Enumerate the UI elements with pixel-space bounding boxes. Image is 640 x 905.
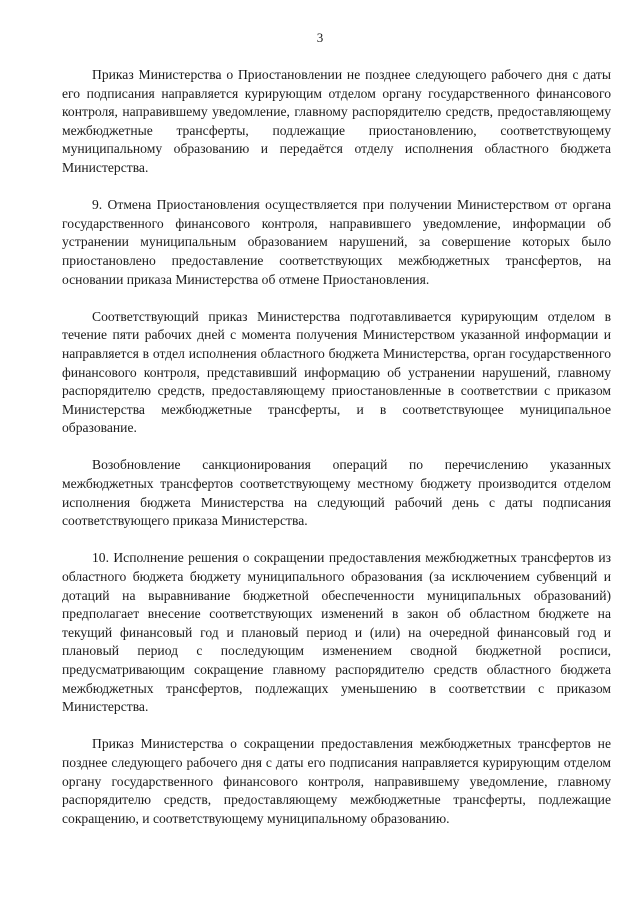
paragraph-order-preparation: Соответствующий приказ Министерства подготавливается курирующим отделом в течение пяти рабочих дней с момента получения Министерством указанной информации и направляется в отдел исполнения областного бюджета Министерства, орган государственного финансового контроля, представивший информацию об устранении нарушений, главному распорядителю средств, предоставляющему приостановленные в соответствии с приказом Министерства межбюджетные трансферты, и в соответствующее муниципальное образование. [62,308,611,436]
paragraph-spacer [62,289,611,308]
paragraph-spacer [62,531,611,550]
paragraph-spacer [62,438,611,457]
paragraph-spacer [62,178,611,197]
paragraph-resumption: Возобновление санкционирования операций по перечислению указанных межбюджетных трансфертов соответствующему местному бюджету производится отделом исполнения бюджета Министерства на следующий рабочий день с даты подписания соответствующего приказа Министерства. [62,457,611,529]
page-number: 3 [316,30,324,45]
paragraph-order-suspension: Приказ Министерства о Приостановлении не позднее следующего рабочего дня с даты его подписания направляется курирующим отделом органу государственного финансового контроля, направившему уведомление, главному распорядителю средств, предоставляющему межбюджетные трансферты, подлежащие приостановлению, соответствующему муниципальному образованию и передаётся отделу исполнения областного бюджета Министерства. [62,67,611,175]
paragraph-9-cancellation: 9. Отмена Приостановления осуществляется при получении Министерством от органа государственного финансового контроля, направившего уведомление, информации об устранении муниципальным образованием нарушений, за совершение которых было приостановлено предоставление соответствующих межбюджетных трансфертов, на основании приказа Министерства об отмене Приостановления. [62,197,611,287]
paragraph-reduction-order: Приказ Министерства о сокращении предоставления межбюджетных трансфертов не позднее следующего рабочего дня с даты его подписания направляется курирующим отделом органу государственного финансового контроля, направившему уведомление, главному распорядителю средств, предоставляющему межбюджетные трансферты, подлежащие сокращению, и соответствующему муниципальному образованию. [62,736,611,826]
paragraph-spacer [62,717,611,736]
paragraph-10-reduction: 10. Исполнение решения о сокращении предоставления межбюджетных трансфертов из областного бюджета бюджету муниципального образования (за исключением субвенций и дотаций на выравнивание бюджетной обеспеченности муниципальных образований) предполагает внесение соответствующих изменений в закон об областном бюджете на текущий финансовый год и плановый период и (или) на очередной финансовый год и плановый период с последующим изменением сводной бюджетной росписи, предусматривающим сокращение главному распорядителю средств областного бюджета межбюджетных трансфертов, подлежащих уменьшению в соответствии с приказом Министерства. [62,550,611,715]
document-body [62,66,611,828]
